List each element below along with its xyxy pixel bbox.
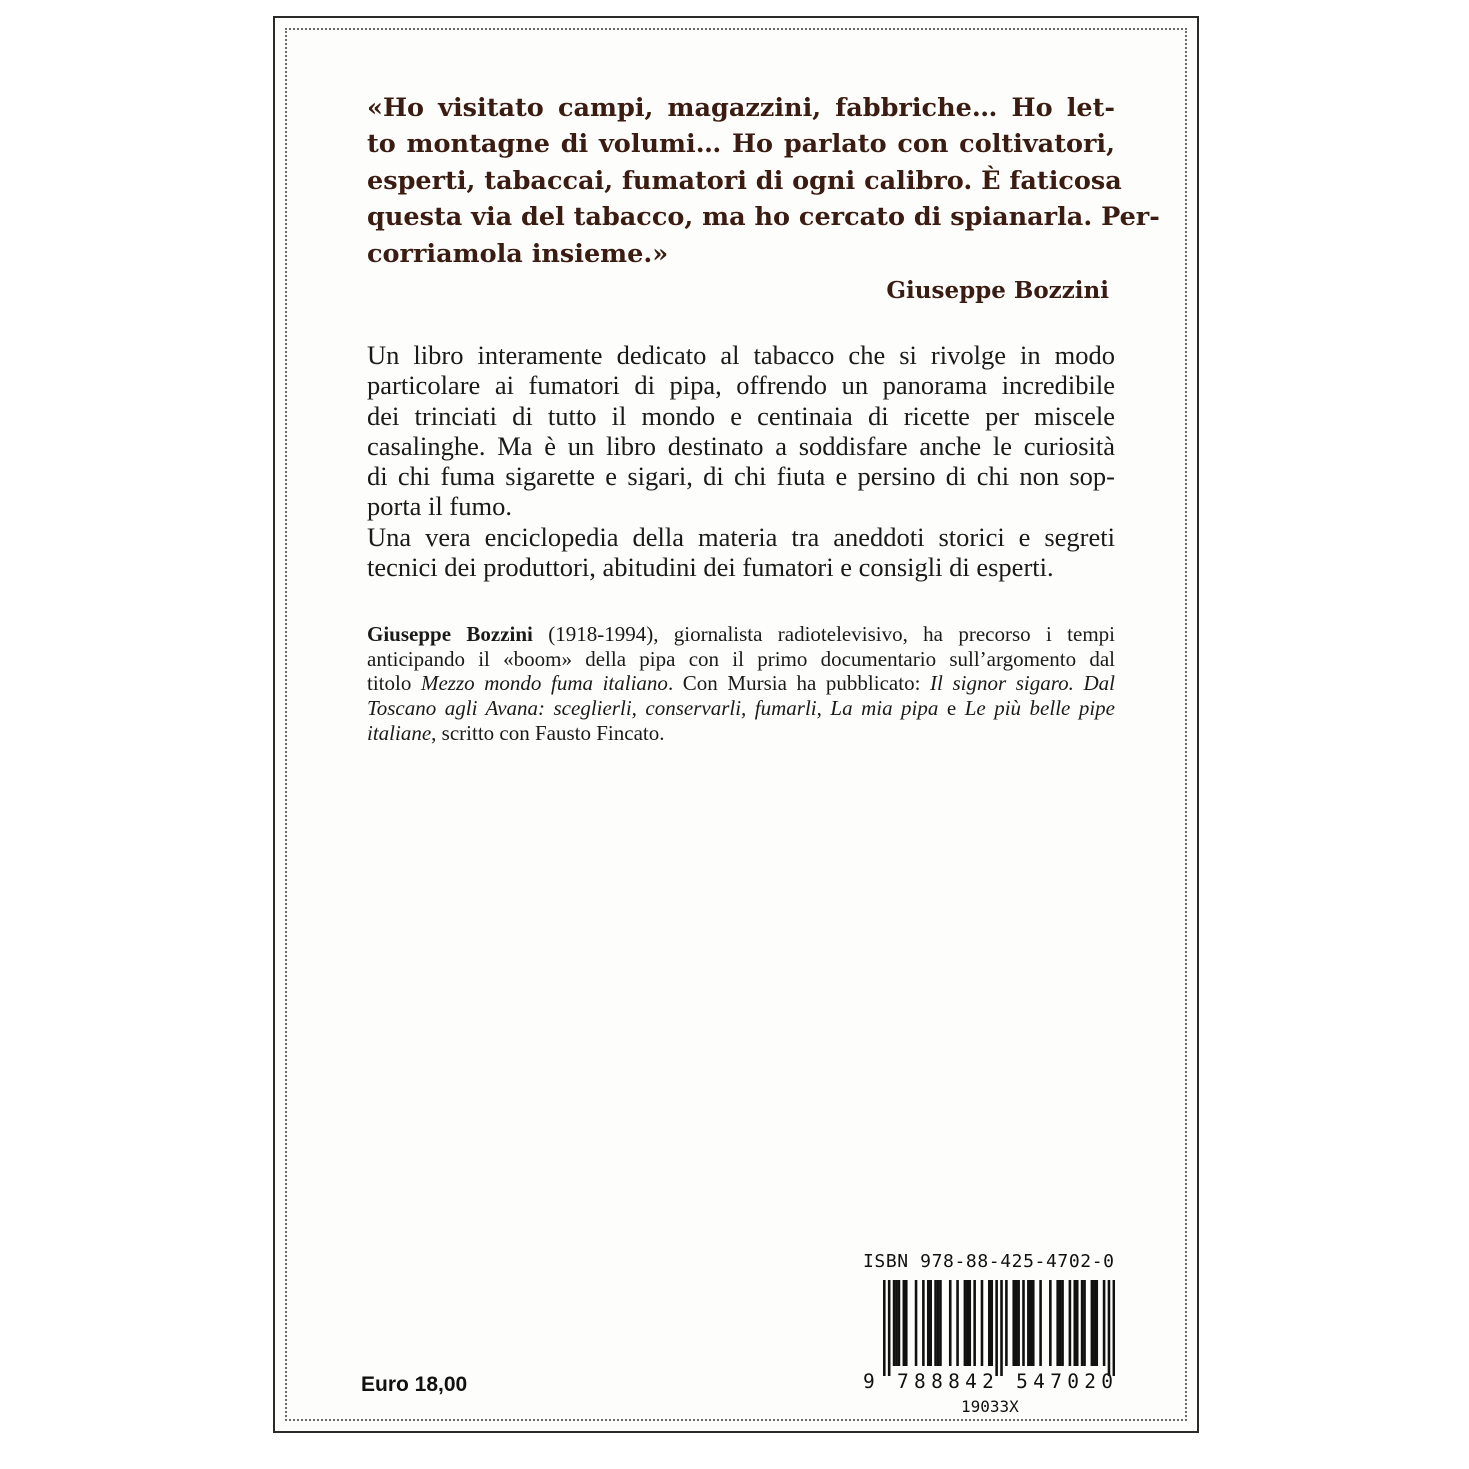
- barcode-bar: [1093, 1280, 1096, 1366]
- barcode-bar: [973, 1280, 976, 1366]
- book-title: Le più belle pipe: [964, 696, 1116, 721]
- barcode-bar: [927, 1280, 930, 1366]
- quote-line: questa via del tabacco, ma ho cercato di spianarla. Per-: [367, 202, 1160, 233]
- description-line: dei trinciati di tutto il mondo e centinaia di ricette per miscele: [367, 400, 1115, 431]
- barcode-bar: [1113, 1280, 1115, 1376]
- barcode-bar: [1059, 1280, 1062, 1366]
- price-label: Euro 18,00: [361, 1373, 468, 1396]
- bio-line: [367, 696, 1115, 721]
- description-line: porta il fumo.: [367, 491, 512, 522]
- barcode-bar: [895, 1280, 898, 1366]
- description-line: Un libro interamente dedicato al tabacco che si rivolge in modo: [367, 340, 1115, 370]
- barcode-bar: [1061, 1280, 1064, 1366]
- barcode-bar: [937, 1280, 940, 1366]
- barcode-bar: [1069, 1280, 1072, 1366]
- barcode-bars: [883, 1280, 1115, 1376]
- barcode-bar: [956, 1280, 959, 1366]
- barcode-bar: [1083, 1280, 1086, 1366]
- barcode-bar: [949, 1280, 952, 1366]
- barcode-bar: [903, 1280, 906, 1366]
- barcode-bar: [1091, 1280, 1094, 1366]
- author-quote: [367, 90, 1160, 272]
- description-line: tecnici dei produttori, abitudini dei fumatori e consigli di esperti.: [367, 552, 1054, 583]
- isbn-label: ISBN 978-88-425-4702-0: [863, 1251, 1115, 1272]
- bio-author-name: Giuseppe Bozzini: [367, 622, 533, 646]
- bio-text: (1918-1994), giornalista radiotelevisivo, ha precorso i tempi: [532, 622, 1115, 646]
- barcode-bar: [1017, 1280, 1020, 1366]
- barcode-bar: [1015, 1280, 1018, 1366]
- description-line: di chi fuma sigarette e sigari, di chi fiuta e persino di chi non sop-: [367, 461, 1115, 492]
- bio-line: [367, 721, 1115, 746]
- barcode-bar: [1056, 1280, 1059, 1366]
- book-title: Mezzo mondo fuma italiano: [420, 671, 668, 696]
- barcode-bar: [888, 1280, 891, 1376]
- barcode-bar: [995, 1280, 998, 1376]
- barcode-bar: [1005, 1280, 1008, 1366]
- quote-line: corriamola insieme.»: [367, 238, 669, 269]
- barcode-bar: [1030, 1280, 1033, 1366]
- back-cover: [273, 16, 1199, 1433]
- barcode-bar: [964, 1280, 967, 1366]
- barcode-bar: [1027, 1280, 1030, 1366]
- book-title: La mia pipa: [830, 696, 939, 721]
- barcode-bar: [1081, 1280, 1084, 1366]
- barcode-bar: [1108, 1280, 1111, 1376]
- bio-line: [367, 671, 1115, 696]
- barcode-bar: [915, 1280, 918, 1366]
- quote-line: to montagne di volumi… Ho parlato con coltivatori,: [367, 129, 1115, 160]
- author-bio: [367, 622, 1115, 746]
- barcode-bar: [922, 1280, 925, 1366]
- bio-text: . Con Mursia ha pubblicato:: [667, 671, 931, 696]
- quote-line: esperti, tabaccai, fumatori di ogni calibro. È faticosa: [367, 165, 1122, 196]
- barcode-bar: [966, 1280, 969, 1366]
- barcode-bar: [981, 1280, 984, 1366]
- barcode-bar: [1000, 1280, 1003, 1376]
- barcode-bar: [1022, 1280, 1025, 1366]
- barcode-bar: [1012, 1280, 1015, 1366]
- barcode-bar: [934, 1280, 937, 1366]
- barcode-bar: [1049, 1280, 1052, 1366]
- barcode-bar: [883, 1280, 886, 1376]
- barcode-bar: [988, 1280, 991, 1366]
- book-title: Toscano agli Avana: sceglierli, conservarli, fumarli: [367, 696, 817, 721]
- quote-line: «Ho visitato campi, magazzini, fabbriche… Ho let-: [367, 93, 1115, 123]
- barcode-bar: [1095, 1280, 1098, 1366]
- book-title: italiane: [367, 720, 432, 745]
- bio-text: ,: [816, 696, 831, 721]
- barcode-bar: [1032, 1280, 1035, 1366]
- barcode-bar: [1076, 1280, 1079, 1366]
- barcode: [863, 1280, 1115, 1392]
- bio-line: anticipando il «boom» della pipa con il primo documentario sull’argomento dal: [367, 646, 1115, 671]
- quote-attribution: Giuseppe Bozzini: [886, 277, 1109, 304]
- description-line: casalinghe. Ma è un libro destinato a soddisfare anche le curiosità: [367, 430, 1115, 461]
- book-title: Il signor sigaro. Dal: [930, 671, 1115, 696]
- barcode-bar: [905, 1280, 908, 1366]
- barcode-bar: [893, 1280, 896, 1366]
- barcode-bar: [929, 1280, 932, 1366]
- barcode-digits: 9 788842 547020: [863, 1370, 1113, 1392]
- description-line: particolare ai fumatori di pipa, offrendo un panorama incredibile: [367, 370, 1115, 401]
- barcode-bar: [898, 1280, 901, 1366]
- bio-text: e: [938, 696, 965, 721]
- catalog-code: 19033X: [961, 1397, 1019, 1416]
- barcode-bar: [990, 1280, 993, 1366]
- book-description: [367, 340, 1115, 582]
- barcode-bar: [1103, 1280, 1106, 1366]
- bio-text: titolo: [367, 671, 421, 696]
- barcode-bar: [939, 1280, 942, 1366]
- description-line: Una vera enciclopedia della materia tra aneddoti storici e segreti: [367, 521, 1115, 552]
- bio-line: [367, 622, 1115, 647]
- barcode-bar: [1039, 1280, 1042, 1366]
- barcode-bar: [1073, 1280, 1076, 1366]
- bio-text: , scritto con Fausto Fincato.: [431, 720, 665, 745]
- barcode-bar: [968, 1280, 971, 1366]
